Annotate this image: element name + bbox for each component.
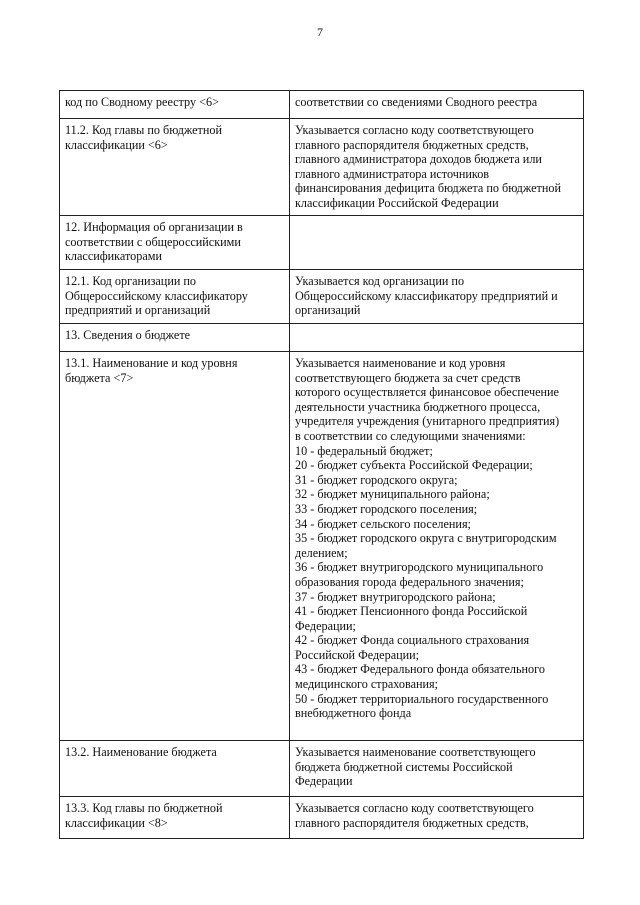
cell-line: внебюджетного фонда <box>295 706 412 721</box>
cell-line: главного распорядителя бюджетных средств, <box>295 815 529 830</box>
cell-line: 36 - бюджет внутригородского муниципального <box>295 560 544 575</box>
cell-line: 34 - бюджет сельского поселения; <box>295 516 471 531</box>
table-row <box>60 797 584 839</box>
cell-line: 33 - бюджет городского поселения; <box>295 501 478 516</box>
cell-line: Указывается согласно коду соответствующего <box>295 123 534 137</box>
cell-line: Общероссийскому классификатору предприятий и <box>295 288 558 303</box>
cell-line: Федерации <box>295 774 353 789</box>
row-description-cell <box>290 352 584 741</box>
cell-line: 12. Информация об организации в <box>65 220 243 234</box>
cell-line: бюджета бюджетной системы Российской <box>295 759 513 774</box>
table-row <box>60 119 584 216</box>
cell-line: классификации <6> <box>65 137 168 152</box>
row-label-cell <box>60 270 290 324</box>
cell-line: классификаторами <box>65 249 162 264</box>
cell-line: 31 - бюджет городского округа; <box>295 472 458 487</box>
cell-line: 41 - бюджет Пенсионного фонда Российской <box>295 604 528 619</box>
cell-line: 13.1. Наименование и код уровня <box>65 356 238 370</box>
table-row <box>60 352 584 741</box>
cell-line: 12.1. Код организации по <box>65 274 197 288</box>
cell-line: соответствующего бюджета за счет средств <box>295 370 521 385</box>
cell-line: делением; <box>295 545 348 560</box>
cell-line: образования города федерального значения; <box>295 574 524 589</box>
cell-line: медицинского страхования; <box>295 677 439 692</box>
cell-line: 13.3. Код главы по бюджетной <box>65 801 223 815</box>
document-table <box>59 90 584 839</box>
table-row <box>60 741 584 797</box>
cell-line: финансирования дефицита бюджета по бюджетной <box>295 181 562 196</box>
cell-line: код по Сводному реестру <6> <box>65 95 219 109</box>
cell-line: 37 - бюджет внутригородского района; <box>295 589 496 604</box>
cell-line: предприятий и организаций <box>65 303 211 318</box>
row-description-cell <box>290 741 584 797</box>
row-description-cell <box>290 797 584 839</box>
table-row <box>60 324 584 352</box>
row-description-cell <box>290 91 584 119</box>
cell-line: учредителя учреждения (унитарного предприятия) <box>295 414 560 429</box>
cell-line: Указывается наименование и код уровня <box>295 356 506 370</box>
row-label-cell <box>60 119 290 216</box>
row-label-cell <box>60 352 290 741</box>
cell-line: в соответствии со следующими значениями: <box>295 428 526 443</box>
cell-line: Указывается наименование соответствующего <box>295 745 536 759</box>
row-label-cell <box>60 216 290 270</box>
cell-line: главного распорядителя бюджетных средств, <box>295 137 529 152</box>
cell-line: 32 - бюджет муниципального района; <box>295 487 490 502</box>
cell-line: Указывается согласно коду соответствующего <box>295 801 534 815</box>
cell-line: Федерации; <box>295 618 356 633</box>
cell-line: соответствии с общероссийскими <box>65 234 241 249</box>
page-number: 7 <box>317 25 323 39</box>
row-label-cell <box>60 741 290 797</box>
cell-line: организаций <box>295 303 361 318</box>
table-row <box>60 216 584 270</box>
row-label-cell <box>60 324 290 352</box>
row-description-cell <box>290 270 584 324</box>
cell-line: соответствии со сведениями Сводного реестра <box>295 95 538 109</box>
table-row <box>60 270 584 324</box>
cell-line: 42 - бюджет Фонда социального страхования <box>295 633 530 648</box>
row-description-cell <box>290 216 584 270</box>
cell-line: Общероссийскому классификатору <box>65 288 248 303</box>
row-label-cell <box>60 91 290 119</box>
cell-line: 11.2. Код главы по бюджетной <box>65 123 223 137</box>
cell-line: Российской Федерации; <box>295 647 420 662</box>
cell-line: 13.2. Наименование бюджета <box>65 745 217 759</box>
cell-line: 10 - федеральный бюджет; <box>295 443 433 458</box>
cell-line: 20 - бюджет субъекта Российской Федерации; <box>295 458 533 473</box>
cell-line: 50 - бюджет территориального государственного <box>295 691 549 706</box>
row-label-cell <box>60 797 290 839</box>
cell-line: Указывается код организации по <box>295 274 465 288</box>
cell-line: классификации Российской Федерации <box>295 195 499 210</box>
cell-line: 13. Сведения о бюджете <box>65 328 191 342</box>
cell-line: главного администратора доходов бюджета или <box>295 152 542 167</box>
cell-line: бюджета <7> <box>65 370 134 385</box>
table-row <box>60 91 584 119</box>
row-description-cell <box>290 324 584 352</box>
cell-line: деятельности участника бюджетного процесса, <box>295 399 541 414</box>
cell-line: 35 - бюджет городского округа с внутригородским <box>295 531 557 546</box>
cell-line: главного администратора источников <box>295 166 490 181</box>
cell-line: 43 - бюджет Федерального фонда обязательного <box>295 662 545 677</box>
row-description-cell <box>290 119 584 216</box>
cell-line: которого осуществляется финансовое обеспечение <box>295 385 559 400</box>
cell-line: классификации <8> <box>65 815 168 830</box>
